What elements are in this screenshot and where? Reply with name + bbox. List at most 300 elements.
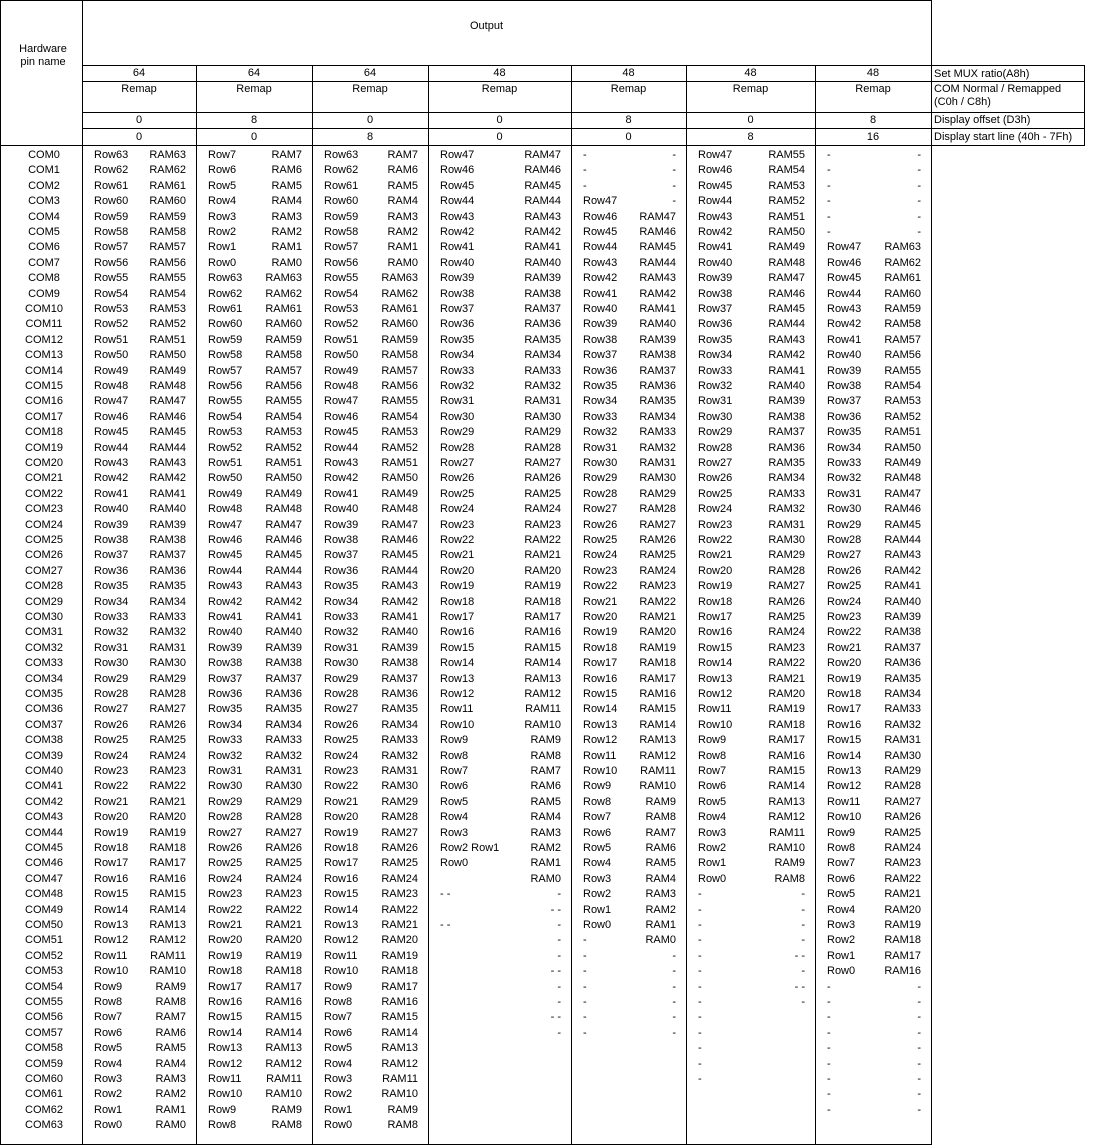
row-cell: Row24 — [698, 503, 733, 516]
row-cell: Row30 — [583, 457, 618, 469]
row-cell: - - — [440, 919, 451, 931]
row-cell: Row11 — [208, 1073, 242, 1085]
ram-cell: RAM51 — [884, 426, 921, 439]
row-cell: Row5 — [698, 795, 727, 808]
row-cell: Row32 — [208, 749, 243, 762]
row-cell: Row14 — [440, 657, 475, 670]
row-cell: Row13 — [208, 1042, 243, 1055]
row-cell: Row40 — [324, 503, 359, 516]
row-cell: Row33 — [324, 611, 359, 623]
row-cell: Row24 — [208, 872, 243, 885]
ram-cell: RAM55 — [768, 149, 805, 161]
ram-cell: RAM43 — [381, 580, 418, 593]
row-cell: Row6 — [208, 164, 237, 177]
ram-cell: RAM38 — [884, 626, 921, 639]
ram-cell: RAM37 — [381, 672, 418, 685]
com-pin: COM28 — [25, 580, 63, 593]
ram-cell: RAM56 — [265, 380, 302, 392]
ram-cell: RAM60 — [265, 318, 302, 331]
com-pin: COM33 — [25, 657, 63, 670]
ram-cell: RAM25 — [524, 487, 561, 500]
row-cell: Row40 — [698, 256, 733, 269]
ram-cell: RAM22 — [524, 534, 561, 546]
row-cell: - — [698, 1026, 702, 1039]
ram-cell: RAM55 — [884, 364, 921, 377]
row-cell: Row12 — [827, 780, 862, 793]
ram-cell: RAM16 — [639, 688, 676, 700]
row-cell: Row60 — [94, 195, 129, 208]
row-cell: Row32 — [583, 426, 618, 439]
row-cell: Row0 — [94, 1119, 123, 1132]
ram-cell: RAM8 — [645, 811, 676, 824]
row-cell: Row17 — [94, 857, 129, 870]
ram-cell: RAM50 — [265, 472, 302, 485]
com-pin: COM56 — [25, 1011, 63, 1024]
ram-cell: RAM62 — [149, 164, 186, 177]
ram-cell: RAM61 — [149, 179, 186, 192]
ram-cell: RAM52 — [265, 441, 302, 454]
ram-cell: RAM31 — [381, 765, 418, 777]
ram-cell: RAM42 — [884, 564, 921, 577]
ram-cell: - — [917, 1011, 921, 1024]
ram-cell: RAM4 — [387, 195, 418, 208]
ram-cell: RAM54 — [884, 380, 921, 392]
ram-cell: RAM8 — [387, 1119, 418, 1132]
row-cell: - — [583, 1011, 587, 1024]
row-cell: Row6 — [827, 872, 856, 885]
ram-cell: RAM27 — [265, 826, 302, 839]
h-rule — [82, 81, 1084, 82]
com-pin: COM34 — [25, 672, 63, 685]
row-cell: Row38 — [208, 657, 243, 670]
ram-cell: RAM37 — [524, 303, 561, 315]
row-cell: Row14 — [827, 749, 862, 762]
row-cell: Row13 — [94, 919, 129, 931]
ram-cell: RAM9 — [271, 1103, 302, 1116]
com-pin: COM3 — [28, 195, 60, 208]
row-cell: Row54 — [208, 410, 243, 423]
row-cell: - — [698, 1042, 702, 1055]
row-cell: Row1 — [324, 1103, 353, 1116]
ram-cell: RAM3 — [155, 1073, 186, 1085]
row-cell: Row4 — [583, 857, 612, 870]
com-mode-label — [934, 83, 1061, 109]
row-cell: Row1 — [583, 903, 612, 916]
row-cell: Row40 — [440, 256, 475, 269]
row-cell: Row15 — [698, 641, 733, 654]
ram-cell: RAM6 — [645, 842, 676, 854]
ram-cell: RAM41 — [381, 611, 418, 623]
row-cell: - — [827, 1057, 831, 1070]
ram-cell: RAM18 — [768, 718, 805, 731]
ram-cell: RAM6 — [530, 780, 561, 793]
row-cell: Row20 — [324, 811, 359, 824]
v-rule — [82, 0, 83, 1145]
ram-cell: RAM27 — [149, 703, 186, 716]
row-cell: Row58 — [324, 226, 359, 238]
ram-cell: RAM14 — [639, 718, 676, 731]
row-cell: Row37 — [94, 549, 129, 562]
row-cell: Row52 — [94, 318, 129, 331]
row-cell: Row54 — [324, 287, 359, 300]
row-cell: Row48 — [208, 503, 243, 516]
row-cell: Row18 — [94, 842, 129, 854]
row-cell: Row42 — [440, 226, 475, 238]
hardware-label-line2: pin name — [20, 56, 66, 68]
row-cell: - — [827, 226, 831, 238]
config-start-3: 0 — [496, 131, 503, 143]
row-cell: - - — [440, 888, 451, 901]
row-cell: Row18 — [208, 965, 243, 978]
ram-cell: RAM29 — [768, 549, 805, 562]
ram-cell: RAM38 — [381, 657, 418, 670]
config-mode-0: Remap — [121, 83, 157, 95]
ram-cell: RAM6 — [155, 1026, 186, 1039]
config-offset-5: 0 — [747, 114, 754, 126]
com-pin: COM30 — [25, 611, 63, 623]
mux-ratio-label: Set MUX ratio(A8h) — [934, 68, 1030, 80]
ram-cell: RAM39 — [639, 333, 676, 346]
ram-cell: RAM11 — [266, 1073, 302, 1085]
row-cell: Row46 — [440, 164, 475, 177]
ram-cell: RAM60 — [149, 195, 186, 208]
row-cell: Row45 — [583, 226, 618, 238]
row-cell: Row50 — [324, 349, 359, 362]
row-cell: Row12 — [698, 688, 733, 700]
ram-cell: RAM11 — [769, 826, 805, 839]
ram-cell: RAM8 — [271, 1119, 302, 1132]
row-cell: - — [583, 179, 587, 192]
row-cell: Row26 — [698, 472, 733, 485]
ram-cell: RAM16 — [265, 996, 302, 1008]
row-cell: Row55 — [94, 272, 129, 285]
ram-cell: RAM22 — [265, 903, 302, 916]
row-cell: Row52 — [324, 318, 359, 331]
ram-cell: RAM28 — [524, 441, 561, 454]
ram-cell: RAM26 — [149, 718, 186, 731]
row-cell: Row21 — [94, 795, 129, 808]
row-cell: Row36 — [583, 364, 618, 377]
ram-cell: RAM32 — [524, 380, 561, 392]
ram-cell: RAM23 — [265, 888, 302, 901]
row-cell: Row43 — [324, 457, 359, 469]
ram-cell: RAM38 — [524, 287, 561, 300]
ram-cell: RAM40 — [639, 318, 676, 331]
row-cell: Row6 — [698, 780, 727, 793]
v-rule — [1084, 65, 1085, 146]
row-cell: Row3 — [440, 826, 469, 839]
row-cell: Row46 — [94, 410, 129, 423]
row-cell: Row29 — [208, 795, 243, 808]
hardware-pin-name-label — [8, 43, 78, 69]
row-cell: Row47 — [440, 149, 475, 161]
ram-cell: RAM55 — [265, 395, 302, 408]
com-pin: COM38 — [25, 734, 63, 747]
ram-cell: RAM13 — [381, 1042, 418, 1055]
ram-cell: RAM32 — [884, 718, 921, 731]
ram-cell: - — [917, 226, 921, 238]
ram-cell: RAM43 — [524, 210, 561, 223]
v-rule — [312, 65, 313, 1145]
ram-cell: RAM12 — [639, 749, 676, 762]
row-cell: Row8 — [698, 749, 727, 762]
ram-cell: RAM41 — [265, 611, 302, 623]
row-cell: Row6 — [583, 826, 612, 839]
row-cell: Row26 — [324, 718, 359, 731]
config-offset-1: 8 — [250, 114, 258, 126]
ram-cell: RAM16 — [149, 872, 186, 885]
row-cell: Row33 — [208, 734, 243, 747]
ram-cell: RAM41 — [639, 303, 676, 315]
ram-cell: - — [672, 949, 676, 962]
com-pin: COM50 — [25, 919, 63, 931]
row-cell: Row33 — [827, 457, 862, 469]
ram-cell: RAM63 — [381, 272, 418, 285]
row-cell: - — [827, 1073, 831, 1085]
row-cell: Row33 — [94, 611, 129, 623]
ram-cell: RAM62 — [265, 287, 302, 300]
row-cell: Row42 — [324, 472, 359, 485]
row-cell: Row57 — [94, 241, 129, 254]
row-cell: Row28 — [208, 811, 243, 824]
config-mux-5: 48 — [744, 67, 757, 79]
row-cell: Row25 — [208, 857, 243, 870]
row-cell: Row14 — [208, 1026, 243, 1039]
ram-cell: RAM45 — [149, 426, 186, 439]
row-cell: Row37 — [324, 549, 359, 562]
row-cell: Row16 — [94, 872, 129, 885]
ram-cell: RAM49 — [265, 487, 302, 500]
ram-cell: RAM19 — [524, 580, 561, 593]
ram-cell: RAM36 — [884, 657, 921, 670]
ram-cell: - — [672, 179, 676, 192]
row-cell: Row38 — [583, 333, 618, 346]
ram-cell: RAM15 — [265, 1011, 302, 1024]
row-cell: Row2 — [827, 934, 856, 947]
ram-cell: RAM26 — [265, 842, 302, 854]
ram-cell: RAM33 — [149, 611, 186, 623]
ram-cell: RAM23 — [768, 641, 805, 654]
ram-cell: RAM42 — [639, 287, 676, 300]
ram-cell: RAM26 — [381, 842, 418, 854]
ram-cell: RAM2 — [387, 226, 418, 238]
ram-cell: RAM20 — [265, 934, 302, 947]
ram-cell: RAM2 — [271, 226, 302, 238]
config-mode-2: Remap — [352, 83, 388, 95]
ram-cell: RAM55 — [149, 272, 186, 285]
row-cell: Row34 — [583, 395, 618, 408]
row-cell: Row48 — [324, 380, 359, 392]
ram-cell: RAM16 — [381, 996, 418, 1008]
row-cell: Row61 — [208, 303, 243, 315]
row-cell: Row17 — [698, 611, 733, 623]
ram-cell: RAM4 — [645, 872, 676, 885]
h-rule — [82, 65, 1084, 66]
row-cell: Row33 — [583, 410, 618, 423]
config-start-5: 8 — [747, 131, 754, 143]
row-cell: Row18 — [440, 595, 475, 608]
row-cell: Row11 — [440, 703, 474, 716]
row-cell: Row46 — [827, 256, 862, 269]
ram-cell: RAM24 — [639, 564, 676, 577]
ram-cell: RAM63 — [265, 272, 302, 285]
ram-cell: RAM5 — [155, 1042, 186, 1055]
ram-cell: RAM20 — [768, 688, 805, 700]
com-pin: COM52 — [25, 949, 63, 962]
row-cell: Row22 — [324, 780, 359, 793]
row-cell: Row47 — [583, 195, 618, 208]
ram-cell: RAM16 — [524, 626, 561, 639]
row-cell: Row10 — [208, 1088, 243, 1101]
ram-cell: RAM22 — [149, 780, 186, 793]
row-cell: - — [583, 164, 587, 177]
row-cell: Row30 — [698, 410, 733, 423]
ram-cell: RAM21 — [265, 919, 302, 931]
com-pin: COM13 — [25, 349, 63, 362]
row-cell: Row35 — [827, 426, 862, 439]
ram-cell: RAM16 — [884, 965, 921, 978]
ram-cell: RAM52 — [884, 410, 921, 423]
ram-cell: RAM63 — [884, 241, 921, 254]
row-cell: - — [698, 1057, 702, 1070]
ram-cell: RAM41 — [149, 487, 186, 500]
ram-cell: RAM1 — [530, 857, 561, 870]
row-cell: Row7 — [208, 149, 237, 161]
config-mode-5: Remap — [732, 83, 769, 95]
row-cell: Row1 — [208, 241, 237, 254]
row-cell: Row43 — [698, 210, 733, 223]
row-cell: Row14 — [94, 903, 129, 916]
row-cell: Row8 — [583, 795, 612, 808]
ram-cell: RAM12 — [381, 1057, 418, 1070]
row-cell: - — [827, 1088, 831, 1101]
ram-cell: RAM41 — [884, 580, 921, 593]
row-cell: Row11 — [698, 703, 732, 716]
ram-cell: RAM19 — [639, 641, 676, 654]
ram-cell: RAM17 — [149, 857, 186, 870]
row-cell: Row43 — [583, 256, 618, 269]
ram-cell: RAM1 — [155, 1103, 186, 1116]
ram-cell: RAM10 — [265, 1088, 302, 1101]
ram-cell: RAM30 — [381, 780, 418, 793]
config-mode-3: Remap — [481, 83, 518, 95]
row-cell: Row28 — [827, 534, 862, 546]
ram-cell: RAM32 — [265, 749, 302, 762]
row-cell: Row27 — [324, 703, 359, 716]
ram-cell: RAM44 — [639, 256, 676, 269]
ram-cell: RAM27 — [524, 457, 561, 469]
ram-cell: RAM62 — [884, 256, 921, 269]
com-pin: COM43 — [25, 811, 63, 824]
row-cell: Row31 — [583, 441, 618, 454]
ram-cell: RAM10 — [149, 965, 186, 978]
ram-cell: RAM4 — [530, 811, 561, 824]
com-pin: COM31 — [25, 626, 63, 639]
row-cell: Row59 — [208, 333, 243, 346]
row-cell: Row28 — [324, 688, 359, 700]
row-cell: Row19 — [827, 672, 862, 685]
row-cell: Row32 — [827, 472, 862, 485]
com-pin: COM47 — [25, 872, 63, 885]
row-cell: Row13 — [698, 672, 733, 685]
com-pin: COM48 — [25, 888, 63, 901]
ram-cell: RAM1 — [645, 919, 676, 931]
row-cell: Row0 — [324, 1119, 353, 1132]
row-cell: Row0 — [698, 872, 727, 885]
row-cell: Row25 — [440, 487, 475, 500]
row-cell: Row17 — [827, 703, 862, 716]
ram-cell: RAM5 — [530, 795, 561, 808]
row-cell: Row14 — [583, 703, 618, 716]
ram-cell: RAM27 — [768, 580, 805, 593]
row-cell: Row60 — [324, 195, 359, 208]
row-cell: Row37 — [698, 303, 733, 315]
ram-cell: RAM14 — [768, 780, 805, 793]
row-cell: Row44 — [827, 287, 862, 300]
ram-cell: RAM33 — [884, 703, 921, 716]
ram-cell: RAM9 — [530, 734, 561, 747]
row-cell: Row4 — [827, 903, 856, 916]
com-mode-line1: COM Normal / Remapped — [934, 83, 1062, 95]
ram-cell: RAM31 — [884, 734, 921, 747]
ram-cell: RAM18 — [639, 657, 676, 670]
config-mode-1: Remap — [236, 83, 272, 95]
com-pin: COM4 — [28, 210, 60, 223]
row-cell: Row45 — [208, 549, 243, 562]
com-pin: COM49 — [25, 903, 63, 916]
row-cell: Row41 — [440, 241, 475, 254]
com-pin: COM59 — [25, 1057, 63, 1070]
ram-cell: RAM29 — [381, 795, 418, 808]
row-cell: Row5 — [324, 1042, 353, 1055]
ram-cell: RAM15 — [639, 703, 676, 716]
row-cell: Row31 — [827, 487, 862, 500]
ram-cell: RAM54 — [149, 287, 186, 300]
ram-cell: RAM44 — [381, 564, 418, 577]
row-cell: Row22 — [208, 903, 243, 916]
row-cell: Row29 — [440, 426, 475, 439]
row-cell: Row63 — [208, 272, 243, 285]
ram-cell: RAM40 — [768, 380, 805, 392]
ram-cell: RAM13 — [149, 919, 186, 931]
ram-cell: RAM0 — [387, 256, 418, 269]
row-cell: Row19 — [94, 826, 129, 839]
ram-cell: RAM33 — [768, 487, 805, 500]
config-mux-0: 64 — [132, 67, 146, 79]
row-cell: Row18 — [324, 842, 359, 854]
row-cell: Row35 — [440, 333, 475, 346]
row-cell: Row40 — [827, 349, 862, 362]
ram-cell: RAM49 — [381, 487, 418, 500]
config-offset-3: 0 — [496, 114, 503, 126]
row-cell: Row39 — [208, 641, 243, 654]
row-cell: Row30 — [324, 657, 359, 670]
row-cell: Row4 — [208, 195, 237, 208]
display-start-label: Display start line (40h - 7Fh) — [934, 131, 1073, 143]
row-cell: Row38 — [698, 287, 733, 300]
ram-cell: RAM39 — [884, 611, 921, 623]
ram-cell: RAM59 — [381, 333, 418, 346]
row-cell: Row27 — [440, 457, 475, 469]
h-rule — [0, 0, 931, 1]
ram-cell: RAM40 — [381, 626, 418, 639]
h-rule — [82, 128, 1084, 129]
row-cell: Row36 — [208, 688, 243, 700]
row-cell: Row25 — [324, 734, 359, 747]
row-cell: Row34 — [208, 718, 243, 731]
ram-cell: RAM47 — [381, 518, 418, 531]
row-cell: Row34 — [440, 349, 475, 362]
